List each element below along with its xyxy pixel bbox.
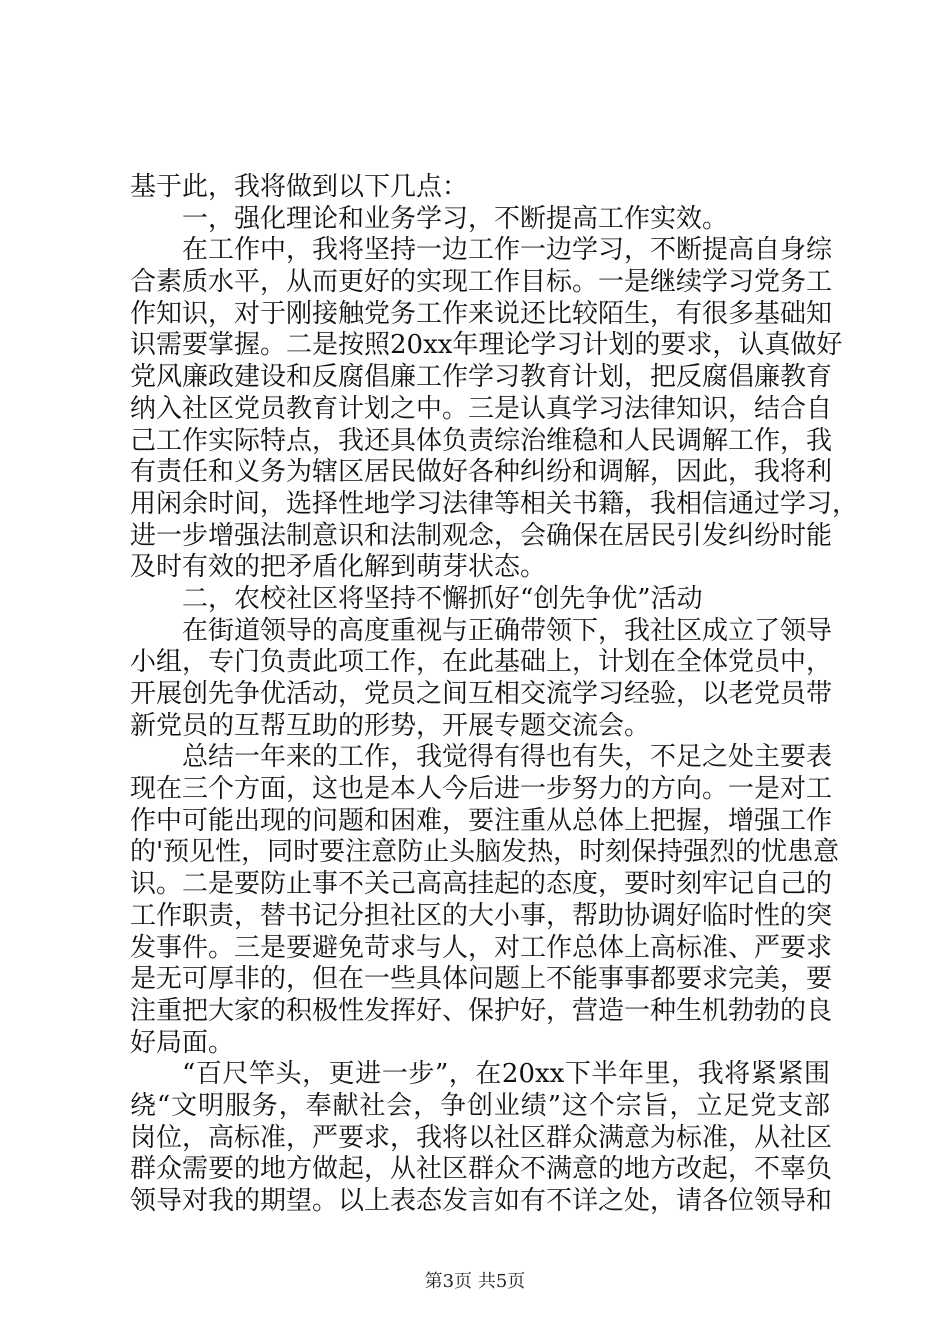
text-line: 己工作实际特点，我还具体负责综治维稳和人民调解工作，我 xyxy=(130,425,833,456)
text-line: 作知识，对于刚接触党务工作来说还比较陌生，有很多基础知 xyxy=(130,298,833,329)
text-line: 工作职责，替书记分担社区的大小事，帮助协调好临时性的突 xyxy=(130,900,833,931)
text-line: 用闲余时间，选择性地学习法律等相关书籍，我相信通过学习， xyxy=(130,488,859,519)
text-line: 二，农校社区将坚持不懈抓好“创先争优”活动 xyxy=(182,583,703,614)
text-line: 在工作中，我将坚持一边工作一边学习，不断提高自身综 xyxy=(182,235,833,266)
text-line: 现在三个方面，这也是本人今后进一步努力的方向。一是对工 xyxy=(130,774,833,805)
text-line: 领导对我的期望。以上表态发言如有不详之处，请各位领导和 xyxy=(130,1186,833,1216)
text-line: 作中可能出现的问题和困难，要注重从总体上把握，增强工作 xyxy=(130,805,833,836)
text-line: 识。二是要防止事不关己高高挂起的态度，要时刻牢记自己的 xyxy=(130,869,833,900)
text-line: 是无可厚非的，但在一些具体问题上不能事事都要求完美，要 xyxy=(130,964,833,995)
text-line: 绕“文明服务，奉献社会，争创业绩”这个宗旨，立足党支部 xyxy=(130,1090,830,1121)
page-footer: 第3页 共5页 xyxy=(424,1271,526,1292)
text-line: 总结一年来的工作，我觉得有得也有失，不足之处主要表 xyxy=(182,742,833,773)
text-line: 好局面。 xyxy=(130,1027,235,1058)
text-line: 一，强化理论和业务学习，不断提高工作实效。 xyxy=(182,203,729,234)
text-line: 的'预见性，同时要注意防止头脑发热，时刻保持强烈的忧患意 xyxy=(130,837,840,868)
text-line: 基于此，我将做到以下几点： xyxy=(130,172,469,202)
text-line: 进一步增强法制意识和法制观念，会确保在居民引发纠纷时能 xyxy=(130,520,833,551)
text-line: 开展创先争优活动，党员之间互相交流学习经验，以老党员带 xyxy=(130,679,833,709)
text-line: “百尺竿头，更进一步”，在20xx下半年里，我将紧紧围 xyxy=(182,1059,830,1090)
text-line: 有责任和义务为辖区居民做好各种纠纷和调解，因此，我将利 xyxy=(130,457,833,488)
text-line: 新党员的互帮互助的形势，开展专题交流会。 xyxy=(130,710,651,741)
text-line: 纳入社区党员教育计划之中。三是认真学习法律知识，结合自 xyxy=(130,393,833,424)
text-line: 注重把大家的积极性发挥好、保护好，营造一种生机勃勃的良 xyxy=(130,995,833,1026)
document-body xyxy=(130,172,859,1218)
text-line: 发事件。三是要避免苛求与人，对工作总体上高标准、严要求 xyxy=(130,932,833,963)
text-line: 识需要掌握。二是按照20xx年理论学习计划的要求，认真做好 xyxy=(130,330,843,361)
text-line: 岗位，高标准，严要求，我将以社区群众满意为标准，从社区 xyxy=(130,1122,833,1153)
text-line: 及时有效的把矛盾化解到萌芽状态。 xyxy=(130,552,547,583)
text-line: 党风廉政建设和反腐倡廉工作学习教育计划，把反腐倡廉教育 xyxy=(130,362,833,393)
text-line: 在街道领导的高度重视与正确带领下，我社区成立了领导 xyxy=(182,615,833,646)
text-line: 群众需要的地方做起，从社区群众不满意的地方改起，不辜负 xyxy=(130,1154,833,1185)
text-line: 合素质水平，从而更好的实现工作目标。一是继续学习党务工 xyxy=(130,267,833,298)
text-line: 小组，专门负责此项工作，在此基础上，计划在全体党员中， xyxy=(130,647,833,678)
